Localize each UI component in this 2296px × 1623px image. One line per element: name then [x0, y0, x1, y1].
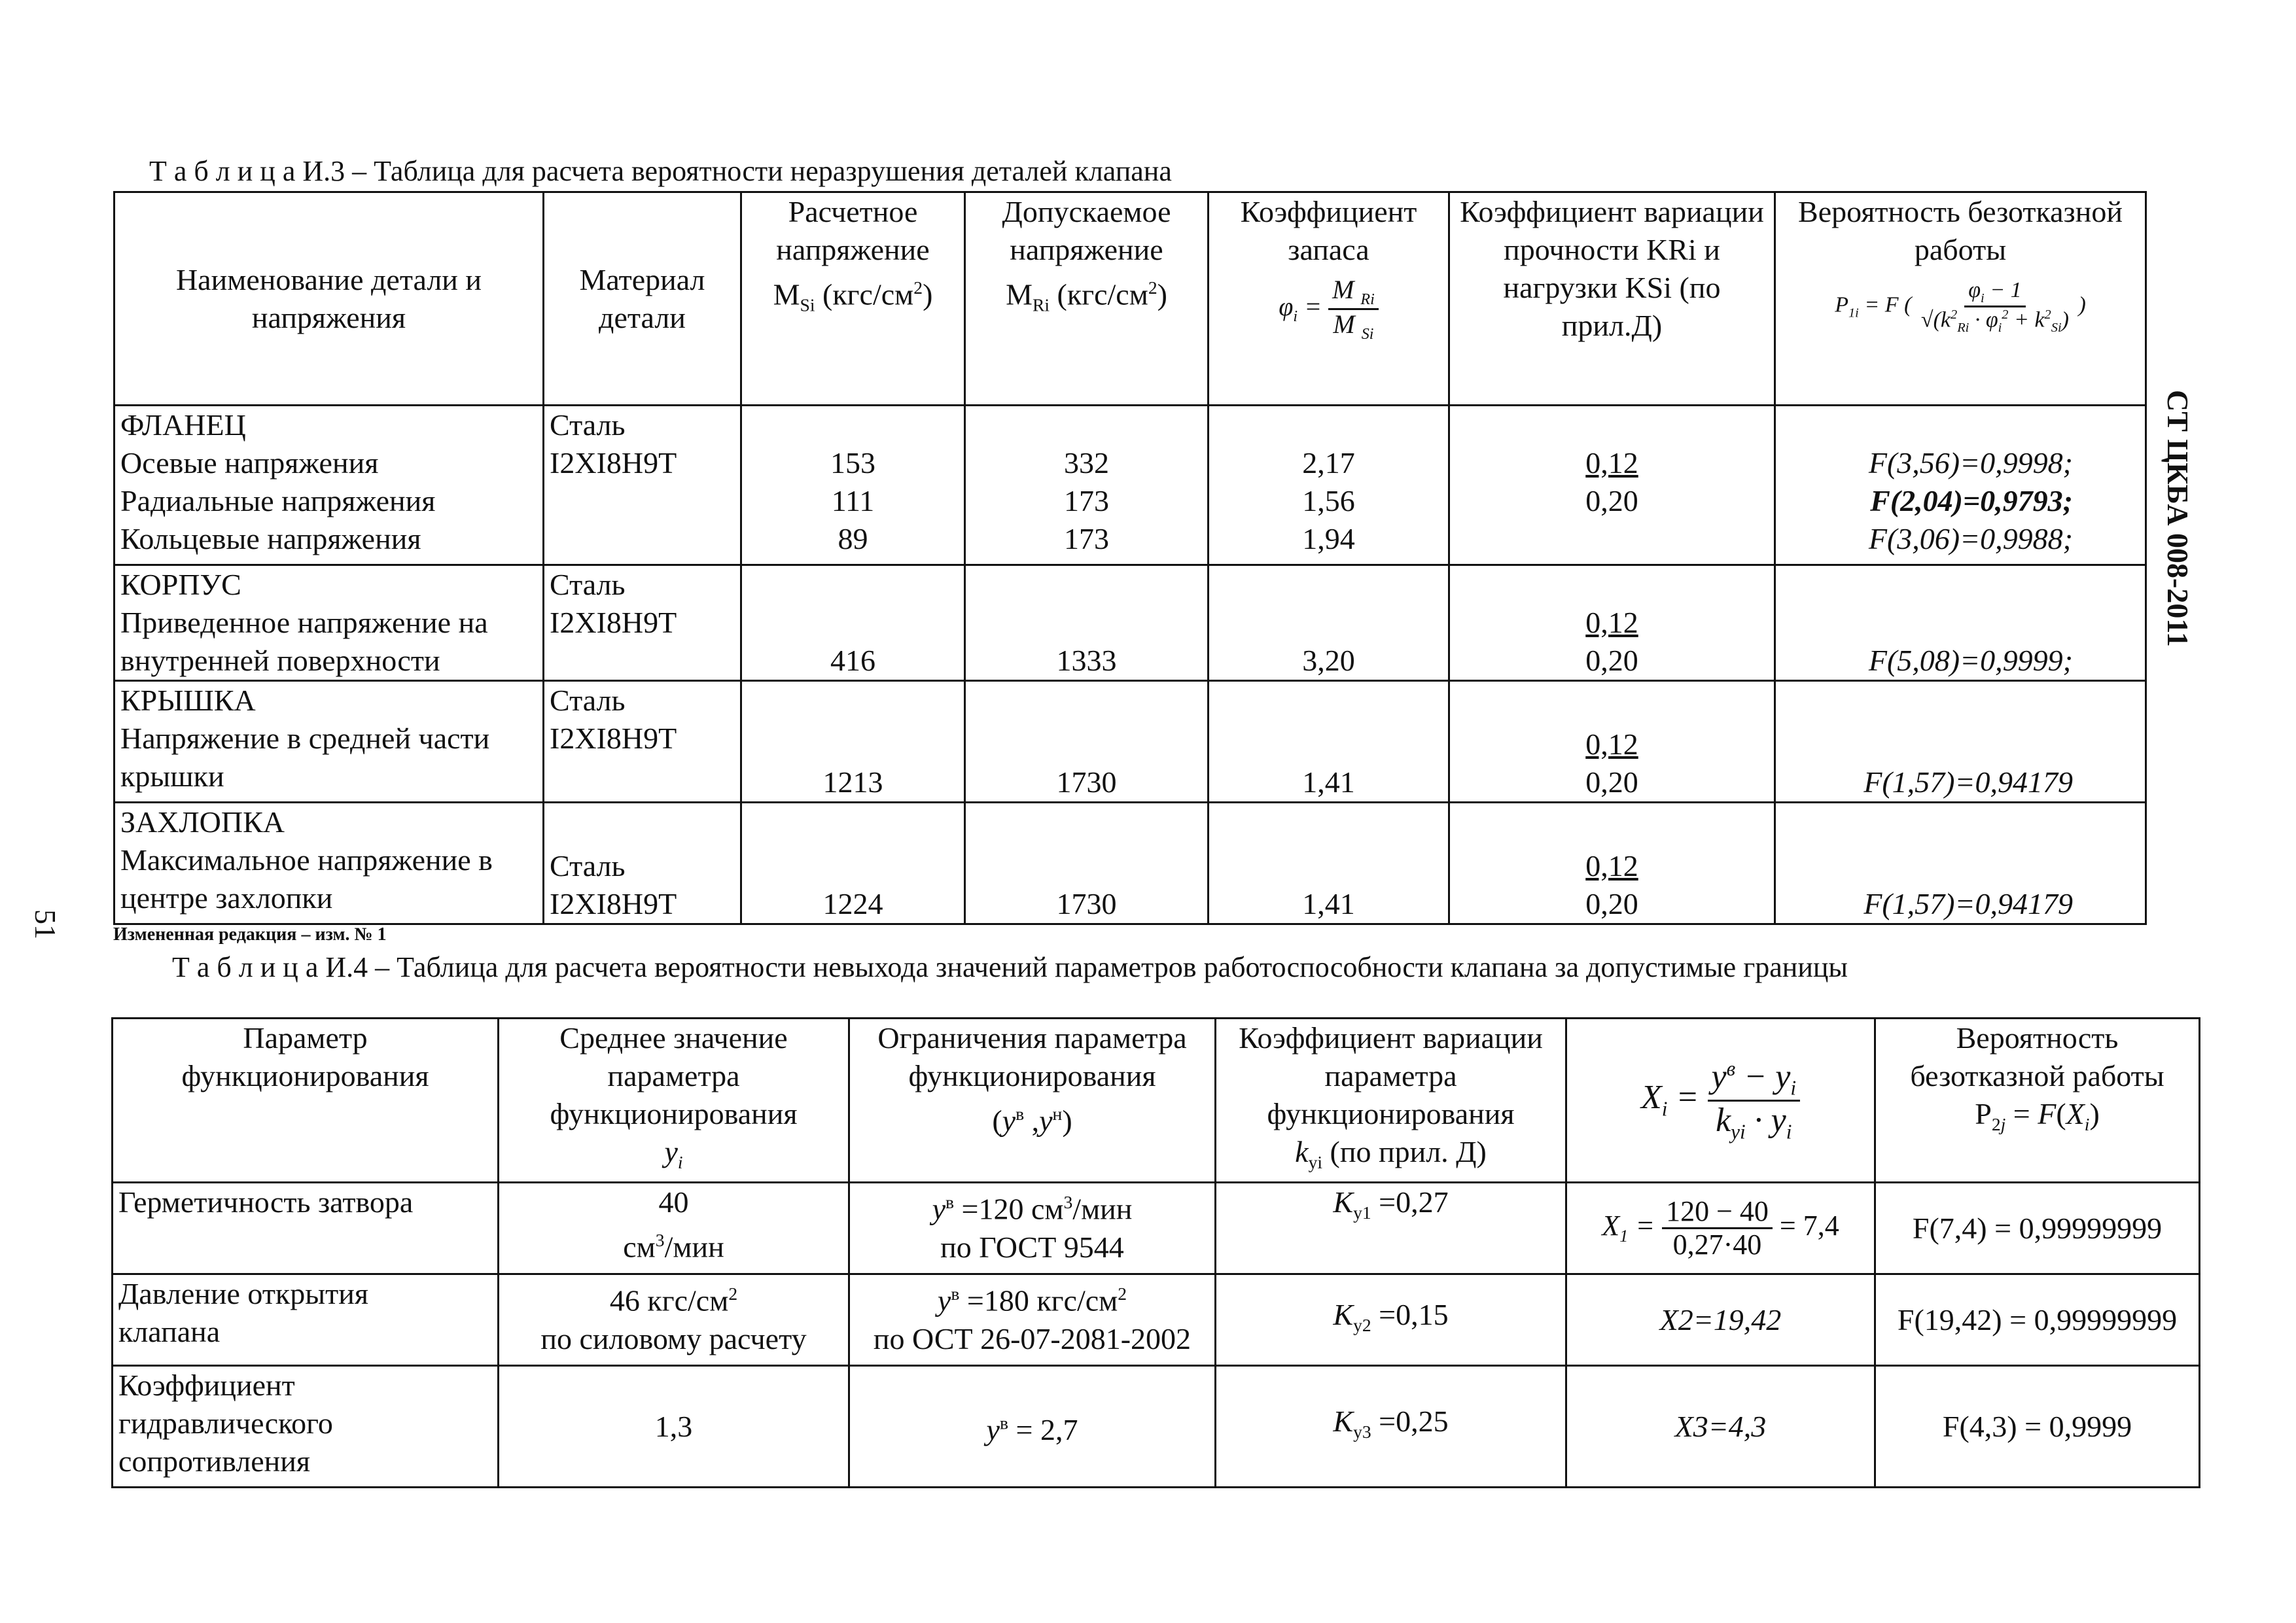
k-cell: [1449, 406, 1775, 565]
coef-value: $K_{y1} =0,27$: [1333, 1185, 1449, 1223]
k-s-value: 0,20: [1585, 484, 1638, 517]
ms-value: 111: [831, 484, 875, 517]
header-coef: [1216, 1019, 1566, 1183]
part-cell-body: [115, 565, 544, 681]
material-grade: I2XI8H9T: [550, 887, 677, 920]
material-name: Сталь: [550, 568, 626, 601]
k-s-value: 0,20: [1585, 765, 1638, 799]
mean-source: по силовому расчету: [540, 1321, 807, 1355]
p-cell: [1775, 803, 2146, 924]
mean-unit: $см^3$/мин: [623, 1230, 724, 1264]
k-s-value: 0,20: [1585, 644, 1638, 677]
coef-value: $K_{y2} =0,15$: [1333, 1297, 1449, 1335]
table-row: [115, 803, 2146, 924]
phi-value: 3,20: [1302, 644, 1355, 677]
limit-value: $y^в = 2,7$: [986, 1412, 1078, 1446]
coef-cell: [1216, 1274, 1566, 1366]
header-coef-text: Коэффициент вариации параметра функционирования: [1239, 1021, 1543, 1130]
mr-value: 1333: [1056, 644, 1117, 677]
limit-standard: по ГОСТ 9544: [940, 1230, 1124, 1264]
coef-cell: [1216, 1183, 1566, 1274]
k-r-value: 0,12: [1585, 606, 1638, 639]
header-limits: [849, 1019, 1216, 1183]
param-name: гидравлического: [118, 1406, 333, 1440]
ms-cell: [741, 406, 965, 565]
mean-cell: [499, 1183, 849, 1274]
header-prob: [1775, 192, 2146, 406]
document-code: СТ ЦКБА 008-2011: [2161, 390, 2195, 647]
stress-name: Кольцевые напряжения: [120, 522, 421, 555]
header-mean-symbol: $y_i$: [664, 1135, 683, 1173]
mr-value: 332: [1064, 446, 1109, 480]
param-name: Коэффициент: [118, 1369, 295, 1403]
part-cell-flap: [115, 803, 544, 924]
header-calc-stress-symbol: $M_{Si}$ $(кгс/см^2)$: [773, 277, 933, 315]
phi-value: 2,17: [1302, 446, 1355, 480]
table3-header-row: [115, 192, 2146, 406]
header-allow-stress-text: Допускаемое напряжение: [1002, 195, 1171, 266]
param-cell: [113, 1183, 499, 1274]
material-grade: I2XI8H9T: [550, 606, 677, 639]
ms-value: 153: [830, 446, 875, 480]
mr-value: 173: [1064, 522, 1109, 555]
p-value: F(3,56)=0,9998;: [1868, 446, 2073, 480]
part-name: КРЫШКА: [120, 684, 256, 717]
table3-caption: Т а б л и ц а И.3 – Таблица для расчета вероятности неразрушения деталей клапана: [149, 155, 1172, 187]
p-cell: [1775, 565, 2146, 681]
header-param-text: Параметр функционирования: [181, 1021, 429, 1092]
header-allow-stress: [965, 192, 1209, 406]
stress-name: крышки: [120, 759, 224, 793]
mean-cell: [499, 1366, 849, 1488]
p2-value: F(4,3) = 0,9999: [1942, 1409, 2132, 1443]
header-limits-text: Ограничения параметра функционирования: [877, 1021, 1187, 1092]
prob-formula: $P_{1i} = F$ ( $\frac{\varphi_i - 1}{√(k^2_{Ri} \cdot \varphi_i^2 + k^2_{Si})}$ ): [1835, 278, 2086, 336]
phi-value: 1,41: [1302, 765, 1355, 799]
p2-cell: [1875, 1183, 2200, 1274]
header-x-formula: [1566, 1019, 1875, 1183]
table4-header-row: [113, 1019, 2200, 1183]
coef-value: $K_{y3} =0,25$: [1333, 1404, 1449, 1442]
header-prob-text: Вероятность безотказной работы: [1798, 195, 2123, 266]
material-name: Сталь: [550, 849, 626, 882]
stress-name: Приведенное напряжение на: [120, 606, 488, 639]
part-name: ЗАХЛОПКА: [120, 805, 285, 839]
p2-cell: [1875, 1274, 2200, 1366]
limits-cell: [849, 1274, 1216, 1366]
limit-value: $y^в =180$ кгс/$см^2$: [937, 1283, 1127, 1318]
x-formula: $X_i$ = $\frac{y^в - y_i}{k_{yi} \cdot y_i}$: [1641, 1079, 1800, 1116]
revision-note: Измененная редакция – изм. № 1: [113, 924, 387, 945]
table-row: [113, 1183, 2200, 1274]
material-grade: I2XI8H9T: [550, 446, 677, 480]
material-cell: [544, 681, 741, 803]
mr-cell: [965, 681, 1209, 803]
table-row: [113, 1274, 2200, 1366]
ms-value: 416: [830, 644, 875, 677]
ms-cell: [741, 681, 965, 803]
header-safety: [1209, 192, 1449, 406]
coef-cell: [1216, 1366, 1566, 1488]
material-grade: I2XI8H9T: [550, 722, 677, 755]
p-value: F(3,06)=0,9988;: [1868, 522, 2073, 555]
limits-cell: [849, 1183, 1216, 1274]
x-cell: [1566, 1274, 1875, 1366]
mean-cell: [499, 1274, 849, 1366]
ms-cell: [741, 565, 965, 681]
k-cell: [1449, 565, 1775, 681]
safety-formula: $\varphi_i$ = $\frac{M _{Ri}}{M _{Si}}$: [1214, 275, 1443, 343]
mr-cell: [965, 803, 1209, 924]
stress-name: внутренней поверхности: [120, 644, 440, 677]
material-name: Сталь: [550, 684, 626, 717]
x-cell: [1566, 1183, 1875, 1274]
table-row: [113, 1366, 2200, 1488]
mean-value: 40: [658, 1185, 689, 1219]
material-cell: [544, 406, 741, 565]
phi-value: 1,41: [1302, 887, 1355, 920]
p-cell: [1775, 681, 2146, 803]
part-name: ФЛАНЕЦ: [120, 408, 246, 442]
k-cell: [1449, 803, 1775, 924]
header-material: [544, 192, 741, 406]
material-name: Сталь: [550, 408, 626, 442]
material-cell: [544, 565, 741, 681]
param-name: клапана: [118, 1315, 221, 1349]
header-part-name-text: Наименование детали и напряжения: [175, 262, 482, 334]
phi-cell: [1209, 406, 1449, 565]
mean-value: 1,3: [654, 1409, 693, 1443]
header-allow-stress-symbol: $M_{Ri}$ $(кгс/см^2)$: [1006, 277, 1167, 315]
table4-caption: Т а б л и ц а И.4 – Таблица для расчета вероятности невыхода значений параметров работоспособности клапана за допустимые границы: [172, 951, 1848, 983]
mr-cell: [965, 406, 1209, 565]
mean-value: 46 кгс/$см^2$: [609, 1283, 738, 1318]
table-row: [115, 681, 2146, 803]
k-r-value: 0,12: [1585, 849, 1638, 882]
part-cell-cover: [115, 681, 544, 803]
header-material-text: Материал детали: [579, 262, 705, 334]
material-cell: [544, 803, 741, 924]
table4: [111, 1017, 2200, 1488]
stress-name: Максимальное напряжение в: [120, 843, 493, 877]
stress-name: центре захлопки: [120, 881, 333, 915]
header-variation: [1449, 192, 1775, 406]
p-value: F(1,57)=0,94179: [1863, 765, 2073, 799]
param-name: сопротивления: [118, 1444, 311, 1478]
p2-cell: [1875, 1366, 2200, 1488]
ms-value: 89: [838, 522, 868, 555]
p-cell: [1775, 406, 2146, 565]
p2-value: F(7,4) = 0,99999999: [1912, 1211, 2163, 1245]
x-value: $X_1$ = $\frac{120 - 40}{0,27\cdot 40}$ = 7,4: [1602, 1195, 1839, 1261]
header-variation-text: Коэффициент вариации прочности KRi и нагрузки KSi (по прил.Д): [1460, 195, 1764, 342]
part-cell-flange: [115, 406, 544, 565]
stress-name: Напряжение в средней части: [120, 722, 490, 755]
header-prob2-text: Вероятность безотказной работы: [1910, 1021, 2164, 1092]
ms-cell: [741, 803, 965, 924]
param-cell: [113, 1274, 499, 1366]
table-row: [115, 406, 2146, 565]
k-r-value: 0,12: [1585, 446, 1638, 480]
x-cell: [1566, 1366, 1875, 1488]
x-value: X2=19,42: [1659, 1302, 1782, 1336]
mr-value: 173: [1064, 484, 1109, 517]
limits-cell: [849, 1366, 1216, 1488]
ms-value: 1224: [822, 887, 883, 920]
mr-value: 1730: [1056, 887, 1117, 920]
p-value: F(2,04)=0,9793;: [1870, 484, 2073, 517]
header-param: [113, 1019, 499, 1183]
header-prob2: [1875, 1019, 2200, 1183]
limit-standard: по ОСТ 26-07-2081-2002: [873, 1321, 1192, 1355]
mr-value: 1730: [1056, 765, 1117, 799]
header-coef-symbol: $k_{yi}$ (по прил. Д): [1295, 1135, 1487, 1173]
header-safety-text: Коэффициент запаса: [1240, 195, 1417, 266]
header-mean-text: Среднее значение параметра функционирования: [550, 1021, 798, 1130]
p-value: F(5,08)=0,9999;: [1868, 644, 2073, 677]
k-cell: [1449, 681, 1775, 803]
ms-value: 1213: [822, 765, 883, 799]
phi-cell: [1209, 681, 1449, 803]
k-s-value: 0,20: [1585, 887, 1638, 920]
phi-value: 1,56: [1302, 484, 1355, 517]
header-mean: [499, 1019, 849, 1183]
phi-cell: [1209, 803, 1449, 924]
phi-cell: [1209, 565, 1449, 681]
header-limits-symbol: ($y^в$ $,y^н$): [992, 1104, 1072, 1138]
phi-value: 1,94: [1302, 522, 1355, 555]
table-row: [115, 565, 2146, 681]
page-number: 51: [29, 909, 62, 939]
header-calc-stress-text: Расчетное напряжение: [776, 195, 930, 266]
limit-value: $y^в =120$ $см^3$/мин: [932, 1192, 1133, 1226]
table3: [113, 191, 2147, 925]
part-name: КОРПУС: [120, 568, 241, 601]
param-cell: [113, 1366, 499, 1488]
stress-name: Радиальные напряжения: [120, 484, 436, 517]
mr-cell: [965, 565, 1209, 681]
k-r-value: 0,12: [1585, 727, 1638, 761]
p2-value: F(19,42) = 0,99999999: [1897, 1302, 2178, 1336]
stress-name: Осевые напряжения: [120, 446, 379, 480]
p-value: F(1,57)=0,94179: [1863, 887, 2073, 920]
param-name: Давление открытия: [118, 1277, 369, 1311]
x-value: X3=4,3: [1674, 1409, 1767, 1443]
prob2-formula: $P_{2j} = F(X_i)$: [1975, 1097, 2100, 1135]
param-name: Герметичность затвора: [118, 1185, 414, 1219]
header-calc-stress: [741, 192, 965, 406]
header-part-name: [115, 192, 544, 406]
